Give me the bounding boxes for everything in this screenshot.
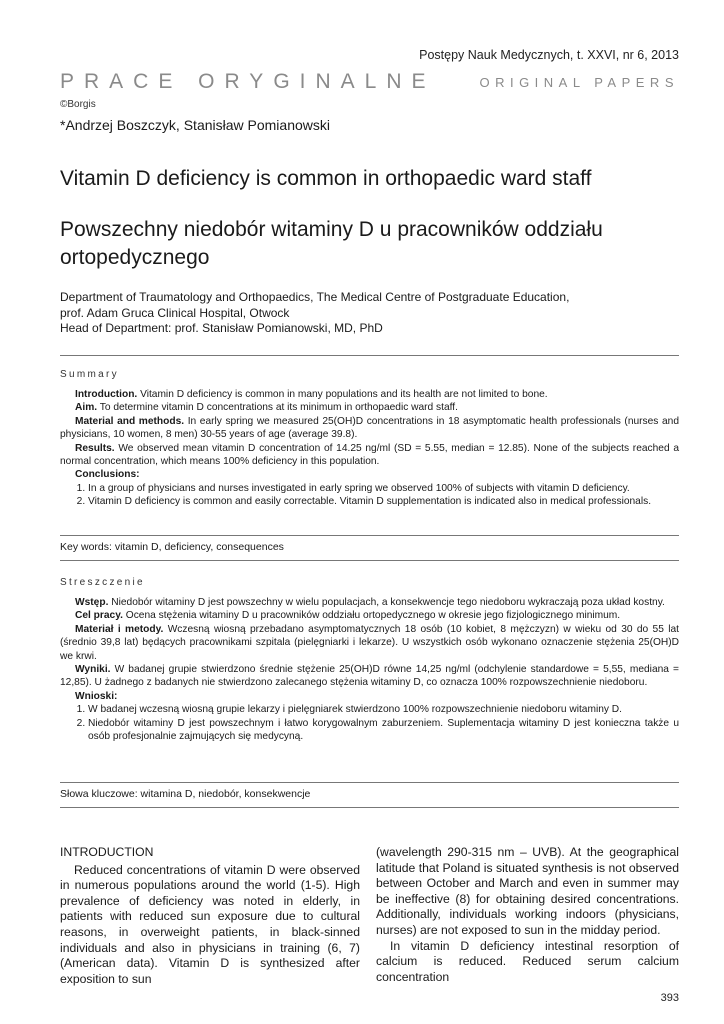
section-label-pl: PRACE ORYGINALNE: [60, 70, 436, 93]
streszczenie-aim: [60, 609, 679, 622]
text: Wczesną wiosną przebadano asymptomatycznych 18 osób (10 kobiet, 8 mężczyzn) w wieku od 30 do 55 lat (średnio 39,8 lat) będących pracownikami szpitala (pielęgniarki i lekarze). U wszystkich osób wykonano oznaczenie stężenia 25(OH)D we krwi.: [60, 623, 679, 662]
journal-citation: Postępy Nauk Medycznych, t. XXVI, nr 6, 2013: [419, 48, 679, 62]
streszczenie-introduction: [60, 596, 679, 609]
title-english: Vitamin D deficiency is common in orthopaedic ward staff: [60, 167, 592, 190]
text: W badanej grupie stwierdzono średnie stężenie 25(OH)D równe 14,25 ng/ml (odchylenie standardowe = 5,55, mediana = 12,85). U żadnego z badanych nie stwierdzono zalecanego stężenia witaminy D, co oznacza 100% rozpowszechnienie niedoboru.: [60, 664, 679, 689]
keywords-polish: Słowa kluczowe: witamina D, niedobór, konsekwencje: [60, 788, 311, 800]
body-column-left: [60, 845, 360, 987]
keywords-english: Key words: vitamin D, deficiency, consequences: [60, 541, 284, 553]
page-number: 393: [660, 992, 679, 1004]
streszczenie-body: [60, 596, 679, 743]
label: Wnioski:: [75, 690, 118, 702]
body-paragraph: (wavelength 290-315 nm – UVB). At the geographical latitude that Poland is situated synthesis is not observed between October and March and even in summer may be ineffective (8) for obtaining desired concentrations. Additionally, individuals working indoors (physicians, nurses) are not exposed to sun in the midday period.: [376, 845, 679, 937]
text: We observed mean vitamin D concentration of 14.25 ng/ml (SD = 5.55, median = 12.85). None of the subjects reached a normal concentration, which means 100% deficiency in this population.: [60, 442, 679, 468]
section-label-en: ORIGINAL PAPERS: [479, 75, 679, 90]
affiliation-line: Department of Traumatology and Orthopaedics, The Medical Centre of Postgraduate Education,: [60, 290, 570, 304]
list-item: 2. Niedobór witaminy D jest powszechnym i łatwo korygowalnym zaburzeniem. Suplementacja witaminy D jest konieczna także u osób profesjonalnie zajmujących się medycyną.: [88, 717, 679, 744]
summary-body: [60, 388, 679, 509]
label: Cel pracy.: [75, 610, 123, 622]
list-item: 1. In a group of physicians and nurses investigated in early spring we observed 100% of subjects with vitamin D deficiency.: [88, 482, 679, 495]
text: In early spring we measured 25(OH)D concentrations in 18 asymptomatic health professionals (nurses and physicians, 10 women, 8 men) 30-55 years of age (average 39.8).: [60, 415, 679, 441]
label: Wyniki.: [75, 664, 111, 676]
label: Materiał i metody.: [75, 623, 164, 635]
list-item: 2. Vitamin D deficiency is common and easily correctable. Vitamin D supplementation is indicated also in medical professionals.: [88, 495, 679, 508]
text: Vitamin D deficiency is common in many populations and its health are not limited to bone.: [137, 389, 548, 400]
streszczenie-conclusions-list: [60, 703, 679, 743]
label: Wstęp.: [75, 597, 109, 608]
summary-heading: Summary: [60, 369, 119, 380]
article-page: [60, 0, 679, 1024]
authors: *Andrzej Boszczyk, Stanisław Pomianowski: [60, 117, 330, 133]
body-column-right: [376, 845, 679, 985]
title-polish: Powszechny niedobór witaminy D u pracowników oddziału ortopedycznego: [60, 218, 603, 269]
summary-methods: [60, 415, 679, 442]
divider: [60, 355, 679, 356]
text: Ocena stężenia witaminy D u pracowników oddziału ortopedycznego w okresie jego fizjologicznego minimum.: [122, 610, 621, 622]
affiliation-line: prof. Adam Gruca Clinical Hospital, Otwock: [60, 305, 290, 320]
streszczenie-conclusions-label: [60, 690, 679, 703]
streszczenie-heading: Streszczenie: [60, 577, 145, 588]
text: To determine vitamin D concentrations at its minimum in orthopaedic ward staff.: [97, 402, 458, 414]
divider: [60, 807, 679, 808]
body-paragraph: Reduced concentrations of vitamin D were observed in numerous populations around the world (1-5). High prevalence of deficiency was noted in elderly, in patients with reduced sun exposure due to cultural reasons, in overweight patients, in black-sinned individuals and also in physicians in training (6, 7) (American data). Vitamin D is synthesized after exposition to sun: [60, 862, 360, 986]
label: Results.: [75, 442, 115, 454]
text: Niedobór witaminy D jest powszechny w wielu populacjach, a konsekwencje tego niedoboru wykraczają poza układ kostny.: [108, 597, 665, 608]
divider: [60, 560, 679, 561]
section-heading-introduction: INTRODUCTION: [60, 845, 154, 859]
label: Conclusions:: [75, 469, 140, 481]
summary-conclusions-label: [60, 468, 679, 481]
body-paragraph: In vitamin D deficiency intestinal resorption of calcium is reduced. Reduced serum calcium concentration: [376, 938, 679, 984]
divider: [60, 535, 679, 536]
streszczenie-methods: [60, 623, 679, 663]
summary-introduction: [60, 388, 679, 401]
divider: [60, 782, 679, 783]
affiliation: [60, 290, 569, 337]
affiliation-line: Head of Department: prof. Stanisław Pomianowski, MD, PhD: [60, 321, 383, 335]
section-header: [60, 70, 679, 96]
copyright: ©Borgis: [60, 99, 96, 110]
streszczenie-results: [60, 663, 679, 690]
label: Introduction.: [75, 389, 138, 400]
summary-aim: [60, 401, 679, 414]
list-item: 1. W badanej wczesną wiosną grupie lekarzy i pielęgniarek stwierdzono 100% rozpowszechnienie niedoboru witaminy D.: [88, 703, 679, 716]
label: Aim.: [75, 402, 98, 414]
summary-results: [60, 442, 679, 469]
label: Material and methods.: [75, 415, 185, 427]
summary-conclusions-list: [60, 482, 679, 509]
